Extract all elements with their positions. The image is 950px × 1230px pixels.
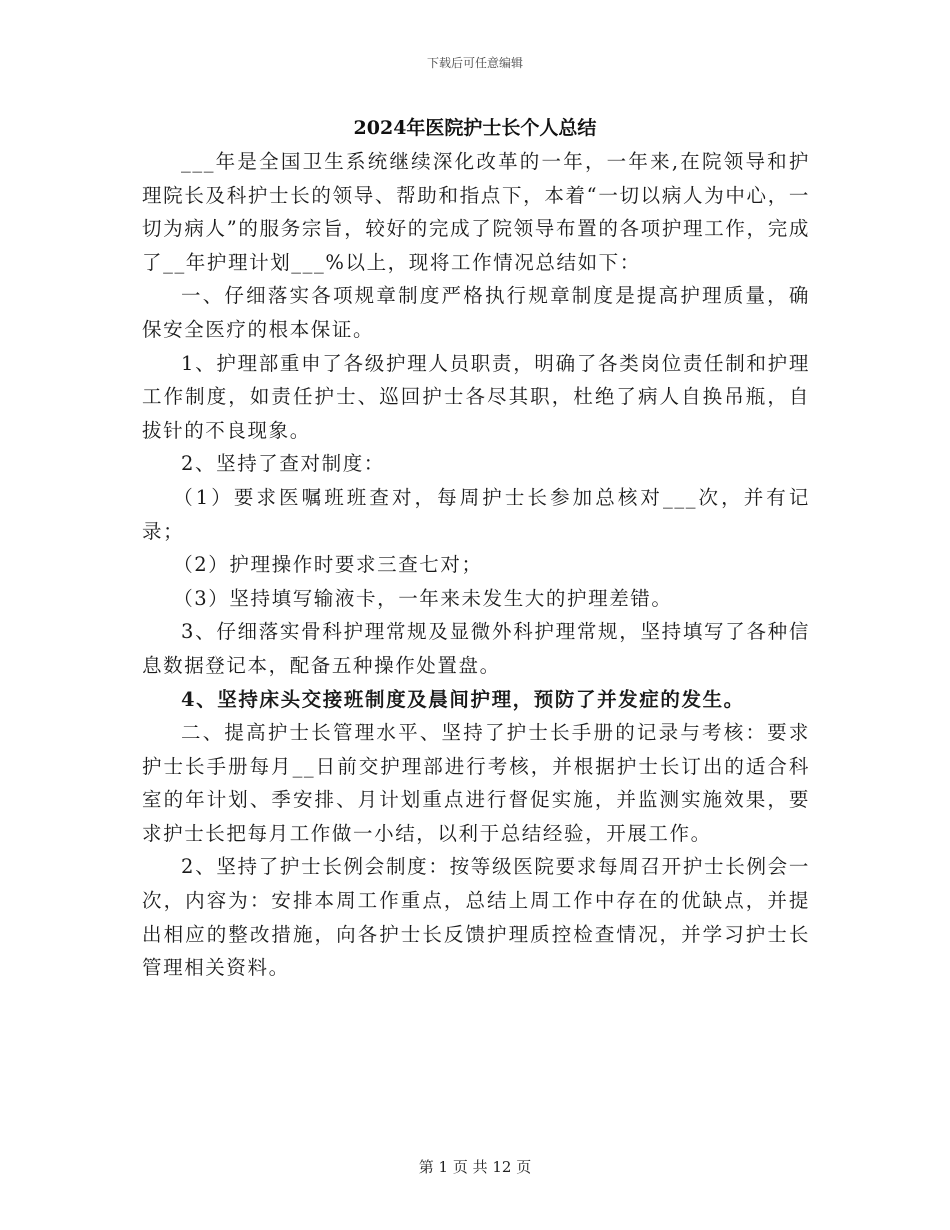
header-note: 下载后可任意编辑 xyxy=(426,56,523,70)
paragraph-item-1-4: 4、坚持床头交接班制度及晨间护理，预防了并发症的发生。 xyxy=(181,687,745,711)
page-number: 第 1 页 共 12 页 xyxy=(418,1158,532,1176)
paragraph-item-1-1: 1、护理部重申了各级护理人员职责，明确了各类岗位责任制和护理工作制度，如责任护士、巡回护士各尽其职，杜绝了病人自换吊瓶，自拔针的不良现象。 xyxy=(142,351,810,442)
document-title: 2024年医院护士长个人总结 xyxy=(353,117,597,139)
paragraph-item-1-2: 2、坚持了查对制度： xyxy=(181,452,385,476)
paragraph-intro: ___年是全国卫生系统继续深化改革的一年，一年来,在院领导和护理院长及科护士长的领导、帮助和指点下，本着“一切以病人为中心，一切为病人”的服务宗旨，较好的完成了院领导布置的各项护理工作，完成了__年护理计划___%以上，现将工作情况总结如下： xyxy=(142,150,810,274)
paragraph-section-1: 一、仔细落实各项规章制度严格执行规章制度是提高护理质量，确保安全医疗的根本保证。 xyxy=(142,284,810,341)
document-body xyxy=(142,145,810,985)
paragraph-item-1-3: 3、仔细落实骨科护理常规及显微外科护理常规，坚持填写了各种信息数据登记本，配备五种操作处置盘。 xyxy=(142,620,810,677)
paragraph-subitem-2: （2）护理操作时要求三查七对； xyxy=(173,553,483,577)
paragraph-section-2: 二、提高护士长管理水平、坚持了护士长手册的记录与考核：要求护士长手册每月__日前交护理部进行考核，并根据护士长订出的适合科室的年计划、季安排、月计划重点进行督促实施，并监测实施效果，要求护士长把每月工作做一小结，以利于总结经验，开展工作。 xyxy=(142,721,810,845)
paragraph-subitem-3: （3）坚持填写输液卡，一年来未发生大的护理差错。 xyxy=(173,586,673,610)
paragraph-item-2-2: 2、坚持了护士长例会制度：按等级医院要求每周召开护士长例会一次，内容为：安排本周工作重点，总结上周工作中存在的优缺点，并提出相应的整改措施，向各护士长反馈护理质控检查情况，并学习护士长管理相关资料。 xyxy=(142,855,810,980)
paragraph-subitem-1: （1）要求医嘱班班查对，每周护士长参加总核对___次，并有记录； xyxy=(142,485,810,543)
